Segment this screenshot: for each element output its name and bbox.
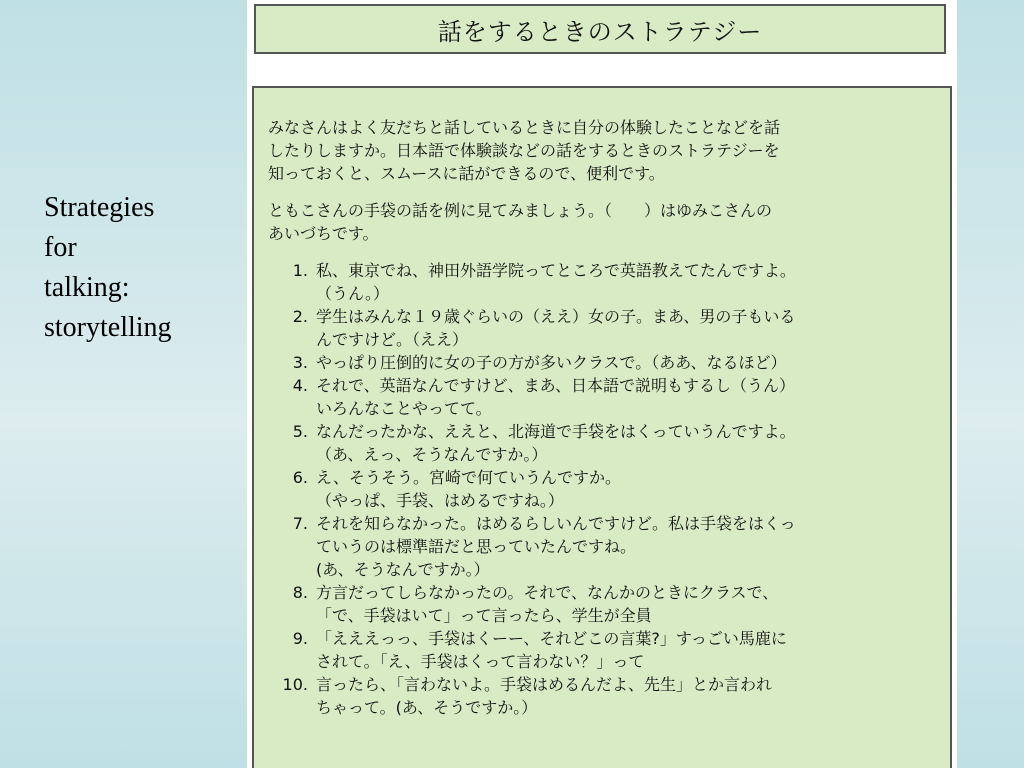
intro-paragraph: ともこさんの手袋の話を例に見てみましょう。（ ）はゆみこさんの あいづちです。 <box>268 201 773 243</box>
list-item <box>268 581 932 627</box>
item-text: 私、東京でね、神田外語学院ってところで英語教えてたんですよ。 （うん。） <box>316 261 796 303</box>
list-item <box>268 259 932 305</box>
document-header: 話をするときのストラテジー <box>254 4 946 54</box>
slide-title-line: for <box>44 232 77 263</box>
item-number: 1. <box>292 261 308 280</box>
list-item <box>268 420 932 466</box>
item-text: 方言だってしらなかったの。それで、なんかのときにクラスで、 「で、手袋はいて」って言ったら、学生が全員 <box>316 583 779 625</box>
document-content <box>252 86 952 768</box>
dialogue-list <box>268 259 932 719</box>
item-number: 7. <box>292 514 308 533</box>
item-text: 言ったら、「言わないよ。手袋はめるんだよ、先生」とか言われ ちゃって。(あ、そうですか。） <box>316 675 773 717</box>
list-item <box>268 466 932 512</box>
list-item <box>268 374 932 420</box>
list-item <box>268 512 932 581</box>
item-text: 「えええっっ、手袋はくーー、それどこの言葉?」すっごい馬鹿に されて。「え、手袋はくって言わない？」って <box>316 629 787 671</box>
slide-title-line: Strategies <box>44 192 155 223</box>
list-item <box>268 627 932 673</box>
intro-paragraph: みなさんはよく友だちと話しているときに自分の体験したことなどを話 したりしますか。日本語で体験談などの話をするときのストラテジーを 知っておくと、スムースに話ができるので、便利です。 <box>268 118 781 183</box>
document-sheet <box>247 0 957 768</box>
list-item <box>268 673 932 719</box>
item-text: それで、英語なんですけど、まあ、日本語で説明もするし（うん） いろんなことやってて。 <box>316 376 796 418</box>
item-number: 4. <box>292 376 308 395</box>
item-text: なんだったかな、ええと、北海道で手袋をはくっていうんですよ。 （あ、えっ、そうなんですか。） <box>316 422 796 464</box>
item-number: 6. <box>292 468 308 487</box>
slide-title <box>44 188 234 348</box>
item-number: 2. <box>292 307 308 326</box>
item-text: それを知らなかった。はめるらしいんですけど。私は手袋をはくっ ていうのは標準語だと思っていたんですね。 (あ、そうなんですか。） <box>316 514 796 579</box>
item-text: 学生はみんな１９歳ぐらいの（ええ）女の子。まあ、男の子もいる んですけど。（ええ） <box>316 307 796 349</box>
item-number: 8. <box>292 583 308 602</box>
item-number: 5. <box>292 422 308 441</box>
item-text: やっぱり圧倒的に女の子の方が多いクラスで。（ああ、なるほど） <box>316 353 787 372</box>
slide-title-line: storytelling <box>44 312 172 343</box>
item-number: 10. <box>282 675 308 694</box>
list-item <box>268 351 932 374</box>
list-item <box>268 305 932 351</box>
slide-title-line: talking: <box>44 272 130 303</box>
item-number: 3. <box>292 353 308 372</box>
item-text: え、そうそう。宮崎で何ていうんですか。 （やっぱ、手袋、はめるですね。） <box>316 468 621 510</box>
item-number: 9. <box>292 629 308 648</box>
